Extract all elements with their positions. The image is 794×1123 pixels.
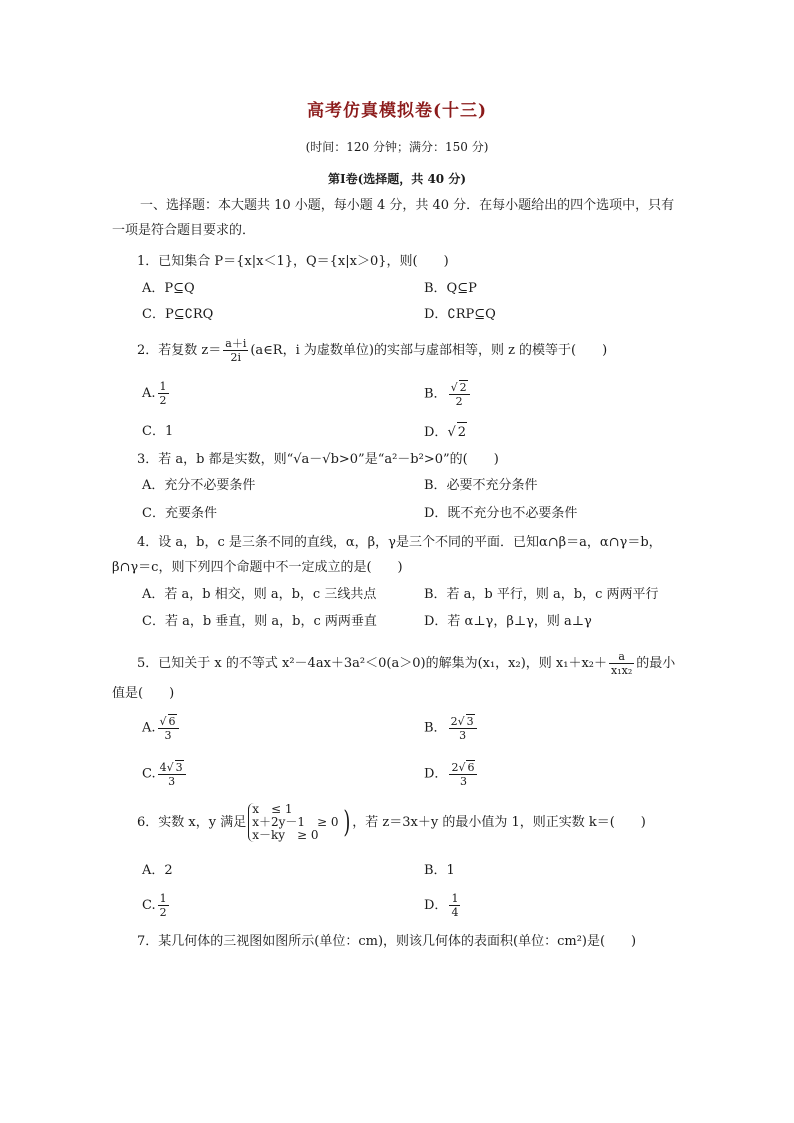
question-3-stem: 3．若 a，b 都是实数，则“√a－√b>0”是“a²－b²>0”的( ) bbox=[137, 452, 499, 467]
question-1-option-b: B．Q⊆P bbox=[424, 281, 477, 296]
question-7-stem: 7．某几何体的三视图如图所示(单位：cm)，则该几何体的表面积(单位：cm²)是( ) bbox=[137, 934, 637, 949]
section-title: 第Ⅰ卷(选择题，共 40 分) bbox=[327, 172, 467, 186]
question-1-option-d: D．∁RP⊆Q bbox=[424, 307, 496, 322]
question-4-option-d: D．若 α⊥γ，β⊥γ，则 a⊥γ bbox=[424, 614, 592, 629]
question-4-option-c: C．若 a，b 垂直，则 a，b，c 两两垂直 bbox=[142, 614, 377, 629]
question-6-option-d: D． $\frac{1}{4}$ bbox=[424, 892, 459, 919]
question-5-option-d: D． $\frac{2√ 6}{3}$ bbox=[424, 760, 479, 788]
question-5-option-b: B． $\frac{2√ 3}{3}$ bbox=[424, 714, 479, 742]
question-2-option-c: C．1 bbox=[142, 424, 174, 439]
question-3-option-a: A．充分不必要条件 bbox=[142, 478, 256, 493]
question-6-option-b: B．1 bbox=[424, 863, 455, 878]
question-5-stem-line2: 值是( ) bbox=[112, 686, 175, 701]
question-3-option-d: D．既不充分也不必要条件 bbox=[424, 506, 578, 521]
question-2-stem: 2．若复数 z＝ $\frac{a+i}{2i}$ (a∈R，i 为虚数单位)的实部与虚部相等，则 z 的模等于( ) bbox=[137, 337, 608, 364]
question-5-option-a: A. $\frac{√ 6}{3}$ bbox=[142, 714, 181, 742]
question-6-stem: 6．实数 x，y 满足 x ≤ 1 x＋2y－1 ≥ 0 x－ky ≥ 0 ) ，若 z＝3x＋y 的最小值为 1，则正实数 k＝( ) bbox=[137, 802, 646, 842]
question-1-stem: 1．已知集合 P＝{x|x＜1}，Q＝{x|x＞0}，则( ) bbox=[137, 254, 449, 269]
question-2-option-b: B． $\frac{√ 2}{2}$ bbox=[424, 380, 472, 408]
section-instructions: 一、选择题：本大题共 10 小题，每小题 4 分，共 40 分．在每小题给出的四个选项中，只有一项是符合题目要求的． bbox=[112, 198, 675, 238]
question-5-stem: 5．已知关于 x 的不等式 x²－4ax＋3a²＜0(a＞0)的解集为(x₁，x₂)，则 x₁＋x₂＋ $\frac{a}{\text{x₁x₂}}$ 的最小 bbox=[137, 650, 676, 677]
question-1-option-c: C．P⊆∁RQ bbox=[142, 307, 214, 322]
question-6-option-a: A．2 bbox=[142, 863, 173, 878]
question-4-option-a: A．若 a，b 相交，则 a，b，c 三线共点 bbox=[142, 587, 377, 602]
exam-time-score: (时间：120 分钟；满分：150 分) bbox=[305, 140, 489, 154]
question-3-option-c: C．充要条件 bbox=[142, 506, 217, 521]
question-2-option-d: D．√ 2 bbox=[424, 422, 467, 443]
question-5-fraction: $\frac{a}{\text{x₁x₂}}$ bbox=[611, 650, 633, 677]
question-1-option-a: A．P⊆Q bbox=[142, 281, 195, 296]
question-4-stem: 4．设 a，b，c 是三条不同的直线，α，β，γ是三个不同的平面．已知α∩β＝a，α∩γ＝b，β∩γ＝c，则下列四个命题中不一定成立的是( ) bbox=[112, 535, 662, 575]
question-2-option-a: A. $\frac{1}{2}$ bbox=[142, 380, 167, 407]
question-2-fraction: $\frac{a+i}{2i}$ bbox=[225, 337, 247, 364]
question-4-option-b: B．若 a，b 平行，则 a，b，c 两两平行 bbox=[424, 587, 659, 602]
question-3-option-b: B．必要不充分条件 bbox=[424, 478, 538, 493]
exam-title: 高考仿真模拟卷(十三) bbox=[306, 101, 488, 121]
question-6-constraint-system: x ≤ 1 x＋2y－1 ≥ 0 x－ky ≥ 0 bbox=[248, 803, 338, 842]
question-5-option-c: C. $\frac{4√ 3}{3}$ bbox=[142, 760, 188, 788]
question-6-option-c: C. $\frac{1}{2}$ bbox=[142, 892, 167, 919]
